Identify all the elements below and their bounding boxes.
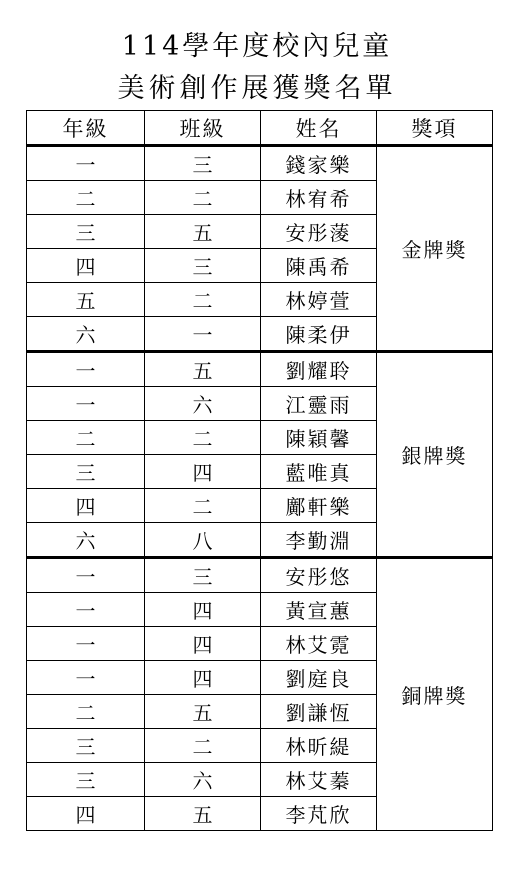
grade-cell: 一 [27,352,145,387]
grade-cell: 一 [27,146,145,181]
header-award: 獎項 [377,111,493,146]
grade-cell: 一 [27,627,145,661]
grade-cell: 二 [27,181,145,215]
name-cell: 藍唯真 [261,455,377,489]
award-winners-table [26,110,493,831]
award-cell: 銀牌獎 [377,352,493,558]
document-title [0,26,514,110]
grade-cell: 三 [27,215,145,249]
class-cell: 二 [145,489,261,523]
table-header-row [27,111,493,146]
name-cell: 林宥希 [261,181,377,215]
class-cell: 四 [145,627,261,661]
name-cell: 劉謙恆 [261,695,377,729]
header-name: 姓名 [261,111,377,146]
name-cell: 安彤蔆 [261,215,377,249]
name-cell: 江靈雨 [261,387,377,421]
class-cell: 一 [145,317,261,352]
table-row [27,352,493,387]
name-cell: 黃宣蕙 [261,593,377,627]
class-cell: 五 [145,352,261,387]
header-grade: 年級 [27,111,145,146]
header-class: 班級 [145,111,261,146]
award-cell: 金牌獎 [377,146,493,352]
class-cell: 三 [145,558,261,593]
name-cell: 錢家樂 [261,146,377,181]
class-cell: 二 [145,181,261,215]
class-cell: 五 [145,797,261,831]
class-cell: 三 [145,146,261,181]
name-cell: 陳柔伊 [261,317,377,352]
table-row [27,558,493,593]
grade-cell: 二 [27,695,145,729]
grade-cell: 三 [27,763,145,797]
grade-cell: 四 [27,249,145,283]
table-row [27,146,493,181]
class-cell: 五 [145,695,261,729]
name-cell: 鄺軒樂 [261,489,377,523]
name-cell: 陳禹希 [261,249,377,283]
name-cell: 林艾蓁 [261,763,377,797]
grade-cell: 三 [27,455,145,489]
name-cell: 劉庭良 [261,661,377,695]
name-cell: 林昕緹 [261,729,377,763]
award-cell: 銅牌獎 [377,558,493,831]
class-cell: 二 [145,283,261,317]
grade-cell: 四 [27,489,145,523]
grade-cell: 一 [27,558,145,593]
class-cell: 四 [145,455,261,489]
name-cell: 李芃欣 [261,797,377,831]
class-cell: 八 [145,523,261,558]
class-cell: 四 [145,593,261,627]
name-cell: 林艾霓 [261,627,377,661]
grade-cell: 五 [27,283,145,317]
grade-cell: 六 [27,523,145,558]
grade-cell: 一 [27,593,145,627]
name-cell: 安彤悠 [261,558,377,593]
grade-cell: 三 [27,729,145,763]
name-cell: 劉耀聆 [261,352,377,387]
class-cell: 二 [145,729,261,763]
class-cell: 六 [145,763,261,797]
table-body [27,146,493,831]
grade-cell: 一 [27,661,145,695]
grade-cell: 六 [27,317,145,352]
grade-cell: 四 [27,797,145,831]
grade-cell: 二 [27,421,145,455]
grade-cell: 一 [27,387,145,421]
name-cell: 林婷萱 [261,283,377,317]
class-cell: 三 [145,249,261,283]
title-line-1: 114學年度校內兒童 [121,31,393,62]
class-cell: 二 [145,421,261,455]
name-cell: 李勤淵 [261,523,377,558]
class-cell: 四 [145,661,261,695]
name-cell: 陳穎馨 [261,421,377,455]
class-cell: 五 [145,215,261,249]
title-line-2: 美術創作展獲獎名單 [117,73,397,104]
class-cell: 六 [145,387,261,421]
